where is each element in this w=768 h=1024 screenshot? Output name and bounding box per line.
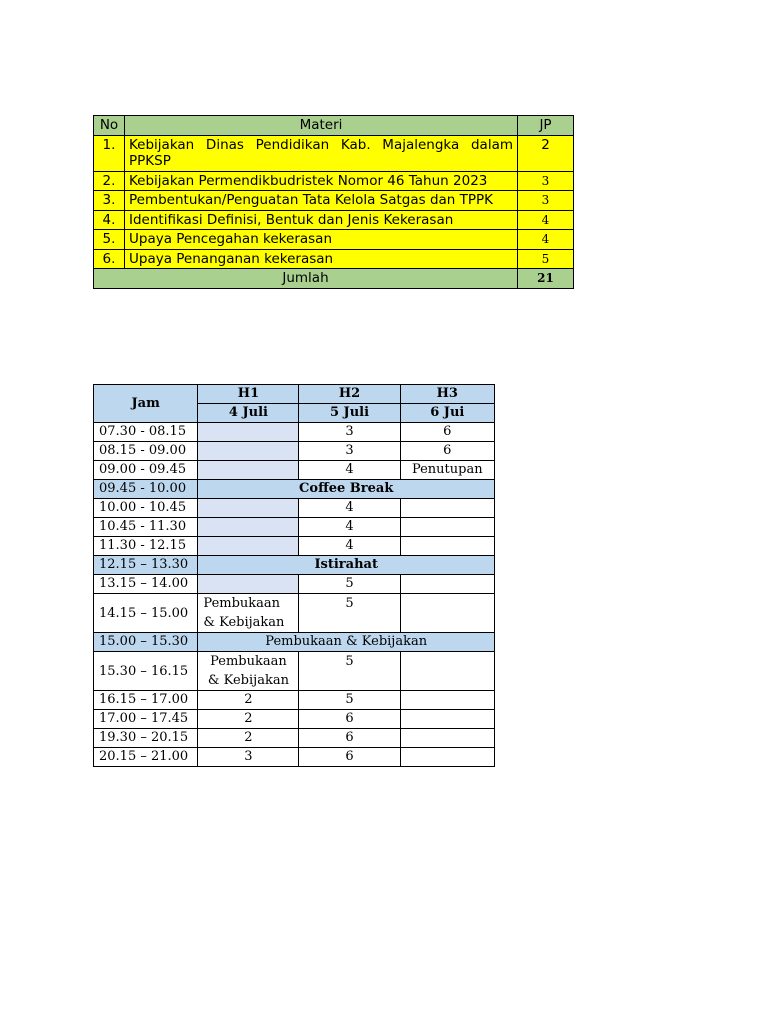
row-h1: 2 xyxy=(198,710,299,729)
materi-table xyxy=(93,115,574,289)
schedule-break-row xyxy=(94,480,495,499)
row-jam: 16.15 – 17.00 xyxy=(94,691,198,710)
row-jam: 07.30 - 08.15 xyxy=(94,423,198,442)
row-jam: 15.30 – 16.15 xyxy=(94,652,198,691)
row-jam: 09.45 - 10.00 xyxy=(94,480,198,499)
row-no: 1. xyxy=(94,135,125,171)
row-h1-line: Pembukaan xyxy=(203,596,281,611)
row-h2: 5 xyxy=(299,575,400,594)
row-h1: 3 xyxy=(198,748,299,767)
schedule-row xyxy=(94,423,495,442)
schedule-row xyxy=(94,710,495,729)
row-jp: 3 xyxy=(518,191,574,211)
row-h1 xyxy=(198,423,299,442)
row-h1: 2 xyxy=(198,729,299,748)
schedule-break-row xyxy=(94,556,495,575)
header-jam: Jam xyxy=(94,385,198,423)
materi-row xyxy=(94,230,574,250)
row-no: 4. xyxy=(94,210,125,230)
row-materi: Identifikasi Definisi, Bentuk dan Jenis Kekerasan xyxy=(125,210,518,230)
row-h1 xyxy=(198,575,299,594)
row-h2: 4 xyxy=(299,537,400,556)
row-h2: 5 xyxy=(299,691,400,710)
row-h1-line: Pembukaan xyxy=(210,654,287,669)
row-materi: Upaya Pencegahan kekerasan xyxy=(125,230,518,250)
break-label: Istirahat xyxy=(198,556,495,575)
schedule-row xyxy=(94,499,495,518)
row-jam: 15.00 – 15.30 xyxy=(94,633,198,652)
schedule-row xyxy=(94,594,495,633)
header-day-date: 4 Juli xyxy=(198,404,299,423)
row-h1 xyxy=(198,499,299,518)
row-materi: Kebijakan Dinas Pendidikan Kab. Majalengka dalam PPKSP xyxy=(125,135,518,171)
row-h3 xyxy=(400,652,494,691)
break-label: Coffee Break xyxy=(198,480,495,499)
row-jam: 11.30 - 12.15 xyxy=(94,537,198,556)
materi-row xyxy=(94,171,574,191)
row-jp: 2 xyxy=(518,135,574,171)
schedule-row xyxy=(94,537,495,556)
row-jp: 3 xyxy=(518,171,574,191)
materi-footer-row xyxy=(94,269,574,289)
header-day-date: 6 Jui xyxy=(400,404,494,423)
row-h1 xyxy=(198,652,299,691)
row-h1 xyxy=(198,442,299,461)
row-jam: 09.00 - 09.45 xyxy=(94,461,198,480)
schedule-row xyxy=(94,729,495,748)
row-jp: 4 xyxy=(518,210,574,230)
break-label: Pembukaan & Kebijakan xyxy=(198,633,495,652)
header-day-code: H1 xyxy=(198,385,299,404)
row-h1-line: & Kebijakan xyxy=(207,673,289,688)
schedule-row xyxy=(94,748,495,767)
schedule-row xyxy=(94,575,495,594)
header-day-date: 5 Juli xyxy=(299,404,400,423)
row-h1 xyxy=(198,537,299,556)
schedule-row xyxy=(94,691,495,710)
row-h2: 6 xyxy=(299,710,400,729)
row-no: 2. xyxy=(94,171,125,191)
header-day-code: H3 xyxy=(400,385,494,404)
row-h3 xyxy=(400,748,494,767)
row-jam: 14.15 – 15.00 xyxy=(94,594,198,633)
row-h3 xyxy=(400,729,494,748)
row-h3: 6 xyxy=(400,423,494,442)
row-jam: 19.30 – 20.15 xyxy=(94,729,198,748)
row-jp: 4 xyxy=(518,230,574,250)
footer-label: Jumlah xyxy=(94,269,518,289)
schedule-row xyxy=(94,518,495,537)
materi-row xyxy=(94,135,574,171)
row-h2: 3 xyxy=(299,423,400,442)
row-h1: 2 xyxy=(198,691,299,710)
row-jam: 13.15 – 14.00 xyxy=(94,575,198,594)
row-h3 xyxy=(400,710,494,729)
row-h3 xyxy=(400,594,494,633)
row-jam: 20.15 – 21.00 xyxy=(94,748,198,767)
row-h1 xyxy=(198,461,299,480)
header-materi: Materi xyxy=(125,116,518,136)
row-no: 6. xyxy=(94,249,125,269)
row-h1-line: & Kebijakan xyxy=(203,615,285,630)
row-materi: Pembentukan/Penguatan Tata Kelola Satgas dan TPPK xyxy=(125,191,518,211)
row-h2: 5 xyxy=(299,594,400,633)
schedule-row xyxy=(94,442,495,461)
row-h2: 5 xyxy=(299,652,400,691)
row-h2: 6 xyxy=(299,748,400,767)
row-h2: 6 xyxy=(299,729,400,748)
row-h2: 4 xyxy=(299,499,400,518)
schedule-row xyxy=(94,461,495,480)
schedule-row xyxy=(94,652,495,691)
row-h3 xyxy=(400,691,494,710)
materi-row xyxy=(94,249,574,269)
row-h3 xyxy=(400,518,494,537)
row-h1 xyxy=(198,518,299,537)
row-jam: 17.00 – 17.45 xyxy=(94,710,198,729)
row-no: 5. xyxy=(94,230,125,250)
materi-header-row xyxy=(94,116,574,136)
schedule-break-row xyxy=(94,633,495,652)
row-h3: 6 xyxy=(400,442,494,461)
footer-total: 21 xyxy=(518,269,574,289)
row-no: 3. xyxy=(94,191,125,211)
row-h2: 4 xyxy=(299,461,400,480)
row-jam: 10.45 - 11.30 xyxy=(94,518,198,537)
row-jam: 12.15 – 13.30 xyxy=(94,556,198,575)
header-jp: JP xyxy=(518,116,574,136)
row-h3: Penutupan xyxy=(400,461,494,480)
header-day-code: H2 xyxy=(299,385,400,404)
row-h3 xyxy=(400,575,494,594)
row-jam: 10.00 - 10.45 xyxy=(94,499,198,518)
row-h3 xyxy=(400,499,494,518)
header-no: No xyxy=(94,116,125,136)
schedule-table xyxy=(93,384,495,767)
schedule-header-row xyxy=(94,385,495,404)
row-jam: 08.15 - 09.00 xyxy=(94,442,198,461)
materi-row xyxy=(94,210,574,230)
row-jp: 5 xyxy=(518,249,574,269)
row-h3 xyxy=(400,537,494,556)
row-materi: Upaya Penanganan kekerasan xyxy=(125,249,518,269)
row-h2: 4 xyxy=(299,518,400,537)
row-materi: Kebijakan Permendikbudristek Nomor 46 Tahun 2023 xyxy=(125,171,518,191)
row-h1 xyxy=(198,594,299,633)
row-h2: 3 xyxy=(299,442,400,461)
materi-row xyxy=(94,191,574,211)
